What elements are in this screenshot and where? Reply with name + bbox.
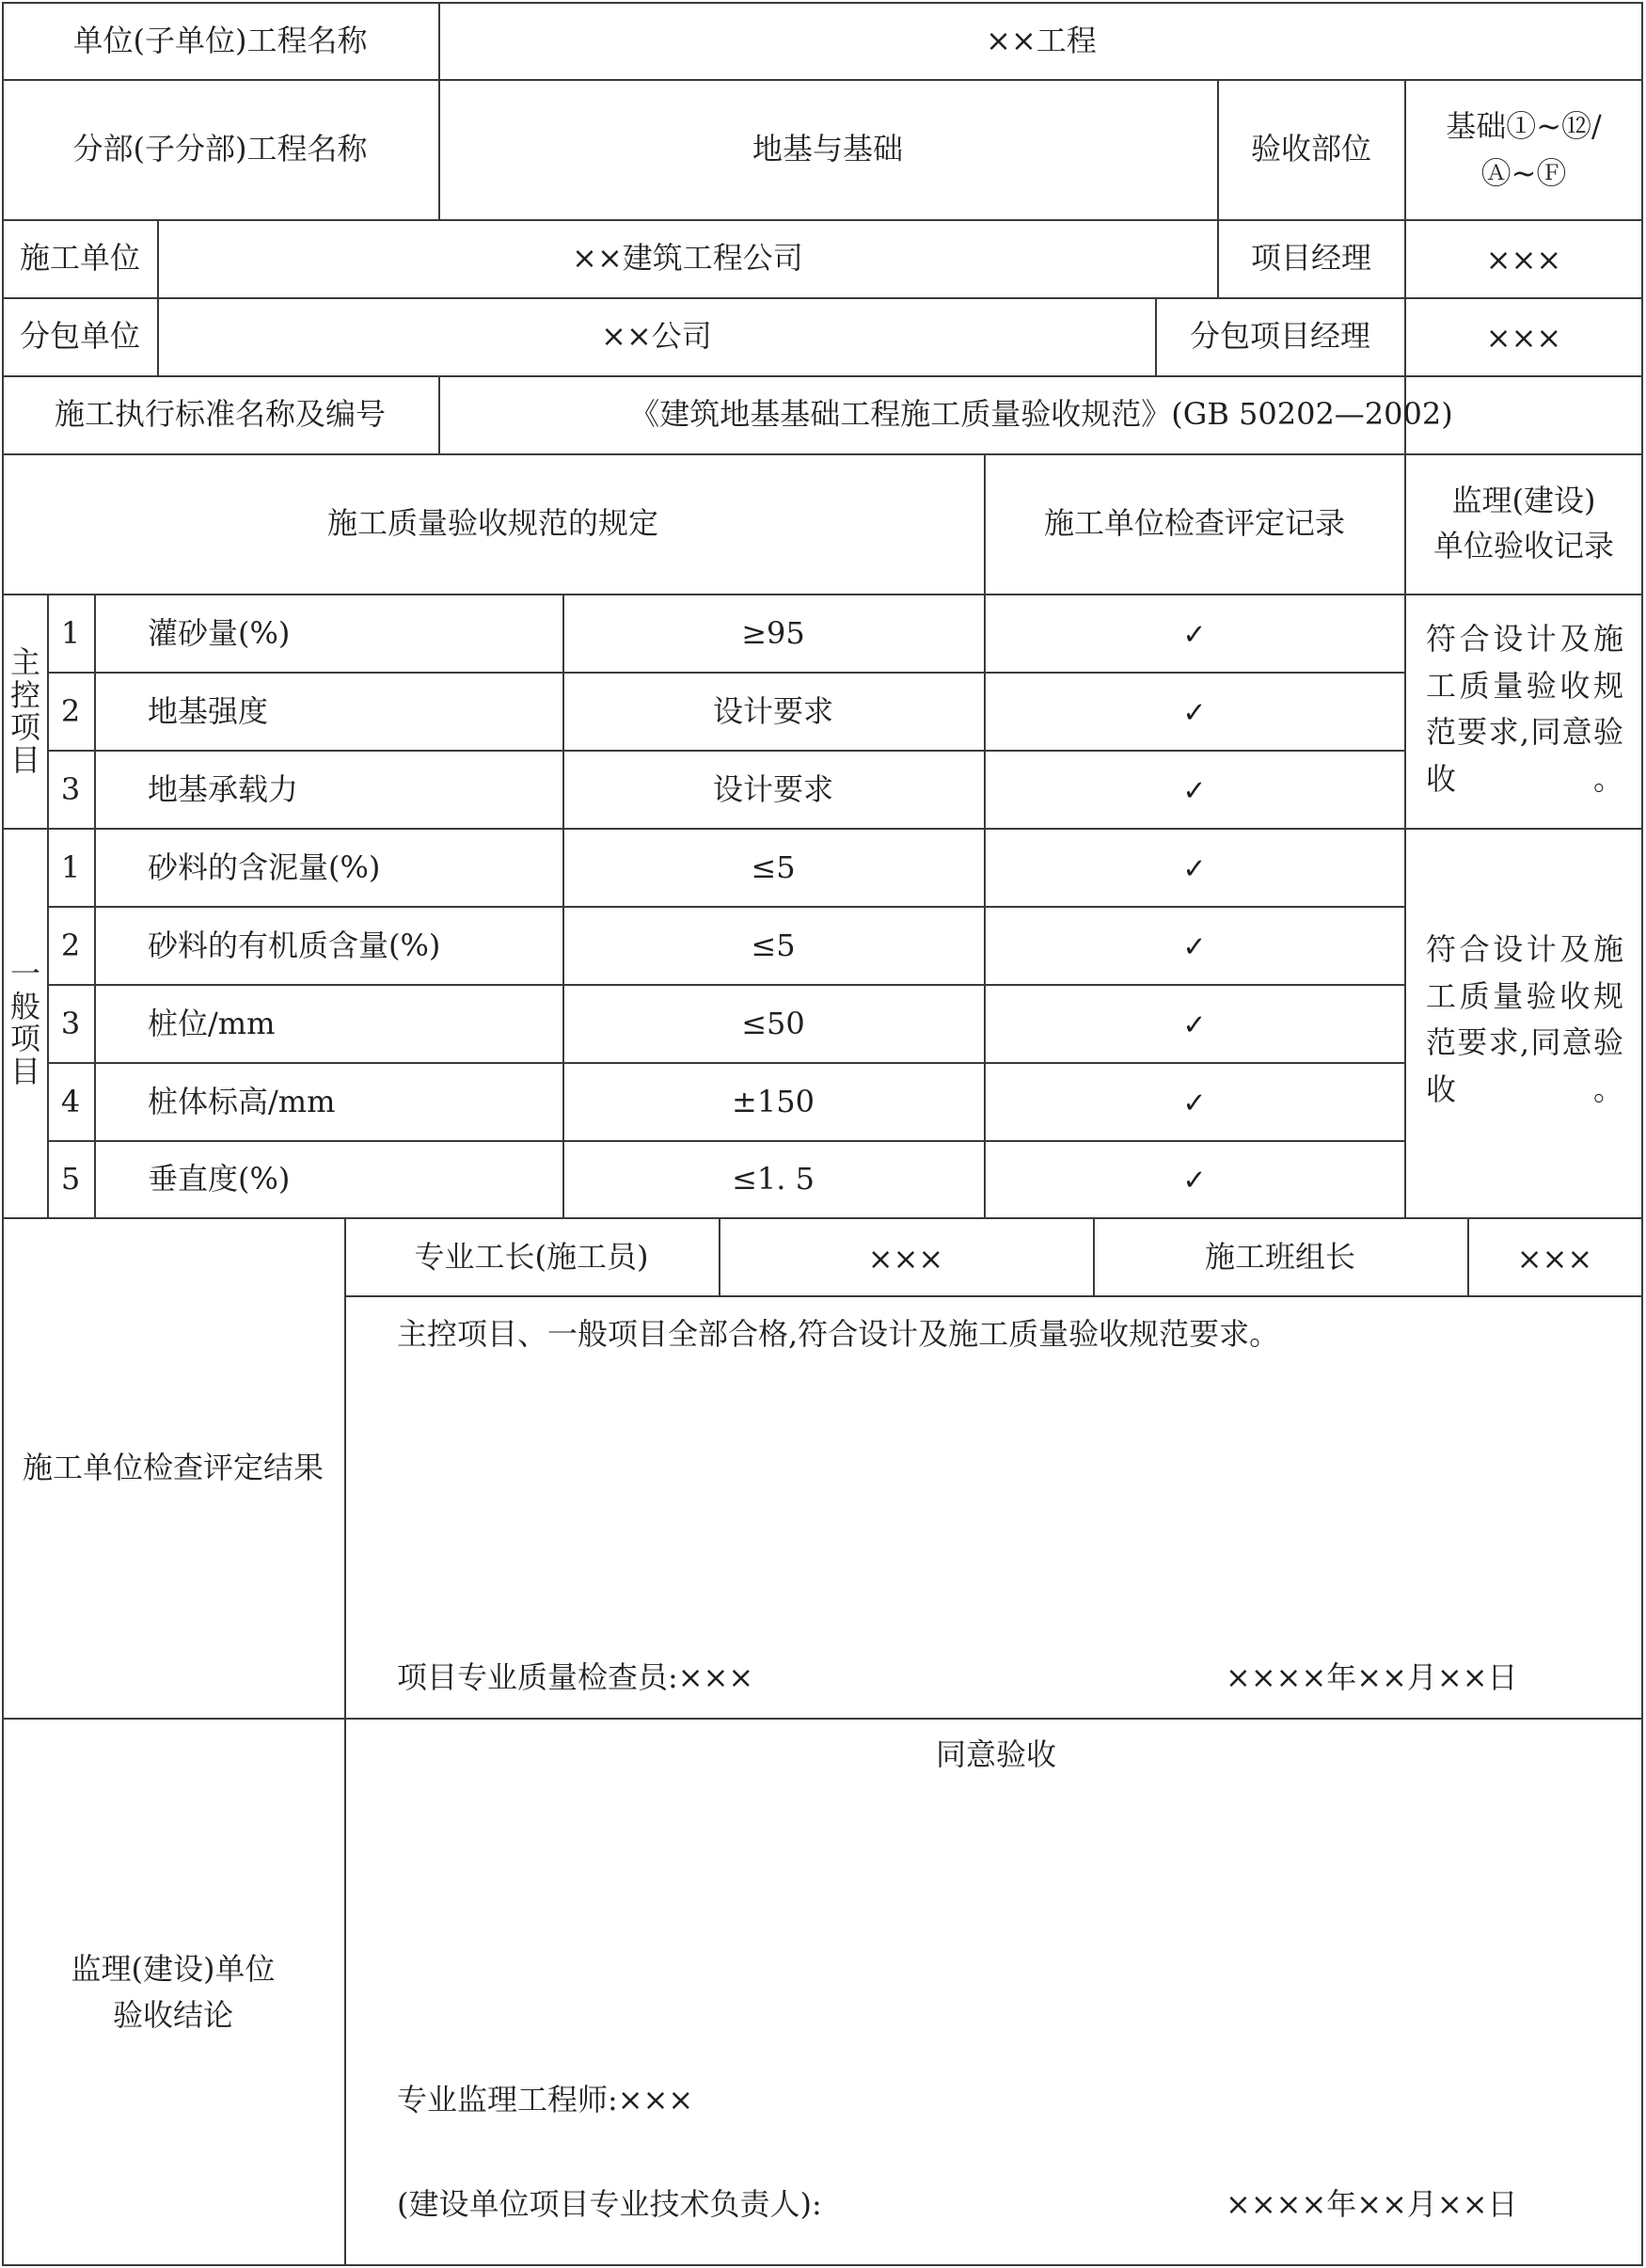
divider	[47, 984, 1405, 986]
owner-representative-signature: (建设单位项目专业技术负责人):	[397, 2186, 822, 2222]
divider	[1217, 79, 1219, 297]
divider	[984, 453, 986, 1217]
acceptance-part-value-line2: Ⓐ~Ⓕ	[1480, 155, 1567, 191]
main-items-supervisor-note: 符合设计及施工质量验收规范要求,同意验收。	[1426, 621, 1623, 797]
unit-project-label: 单位(子单位)工程名称	[72, 23, 368, 58]
divider	[2, 1718, 1643, 1720]
main-item-no: 2	[60, 693, 81, 729]
general-item-no: 2	[60, 928, 81, 963]
divider	[719, 1217, 720, 1295]
general-item-check-mark: ✓	[1182, 1086, 1207, 1120]
general-item-name: 垂直度(%)	[148, 1161, 291, 1197]
main-item-requirement: ≥95	[741, 615, 805, 651]
general-item-no: 5	[60, 1161, 81, 1197]
form-border	[2, 2, 1643, 2266]
supervising-engineer-signature: 专业监理工程师:×××	[397, 2082, 694, 2117]
sub-project-manager-label: 分包项目经理	[1189, 318, 1371, 354]
main-item-requirement: 设计要求	[712, 771, 834, 807]
supervisor-record-header-line1: 监理(建设)	[1451, 483, 1596, 518]
general-item-check-mark: ✓	[1182, 930, 1207, 964]
contractor-record-column-header: 施工单位检查评定记录	[1043, 505, 1346, 541]
divider	[47, 594, 49, 1217]
general-items-supervisor-note: 符合设计及施工质量验收规范要求,同意验收。	[1426, 931, 1623, 1107]
sub-project-manager-value: ×××	[1485, 320, 1562, 356]
divider	[47, 750, 1405, 752]
supervisor-conclusion-text: 同意验收	[935, 1737, 1057, 1772]
general-item-check-mark: ✓	[1182, 1008, 1207, 1042]
subcontractor-label: 分包单位	[19, 318, 141, 354]
main-item-check-mark: ✓	[1182, 696, 1207, 730]
general-items-group-label: 一般项目	[9, 955, 40, 1089]
foreman-label: 专业工长(施工员)	[414, 1239, 649, 1275]
main-item-name: 灌砂量(%)	[148, 615, 291, 651]
contractor-result-label: 施工单位检查评定结果	[22, 1450, 324, 1485]
divider	[1467, 1217, 1469, 1295]
divider	[47, 672, 1405, 674]
standard-value: 《建筑地基基础工程施工质量验收规范》(GB 50202—2002)	[629, 396, 1453, 432]
contractor-value: ××建筑工程公司	[572, 240, 803, 276]
main-item-check-mark: ✓	[1182, 618, 1207, 652]
general-item-check-mark: ✓	[1182, 1164, 1207, 1197]
divider	[47, 1140, 1405, 1142]
general-item-requirement: ≤5	[751, 849, 796, 885]
main-item-name: 地基强度	[148, 693, 269, 729]
general-item-name: 桩位/mm	[148, 1006, 276, 1041]
main-item-requirement: 设计要求	[712, 693, 834, 729]
divider	[47, 906, 1405, 908]
divider	[2, 594, 1643, 595]
main-item-name: 地基承载力	[148, 771, 299, 807]
divider	[1093, 1217, 1095, 1295]
supervisor-result-label-line2: 验收结论	[112, 1997, 234, 2033]
main-item-check-mark: ✓	[1182, 774, 1207, 808]
unit-project-value: ××工程	[986, 23, 1097, 58]
divider	[344, 1295, 1643, 1297]
project-manager-label: 项目经理	[1250, 240, 1372, 276]
general-item-name: 砂料的含泥量(%)	[148, 849, 381, 885]
team-leader-label: 施工班组长	[1204, 1239, 1356, 1275]
standard-label: 施工执行标准名称及编号	[54, 396, 387, 432]
divider	[438, 2, 440, 219]
quality-inspector-signature: 项目专业质量检查员:×××	[397, 1659, 754, 1695]
supervisor-result-label-line1: 监理(建设)单位	[71, 1951, 276, 1987]
divider	[157, 219, 159, 375]
divider	[2, 297, 1643, 299]
general-item-requirement: ≤50	[741, 1006, 805, 1041]
general-item-requirement: ±150	[732, 1084, 815, 1119]
general-item-no: 4	[60, 1084, 81, 1119]
divider	[2, 828, 1643, 830]
divider	[1155, 297, 1157, 375]
acceptance-part-label: 验收部位	[1250, 131, 1372, 167]
team-leader-value: ×××	[1516, 1241, 1593, 1277]
spec-column-header: 施工质量验收规范的规定	[326, 505, 659, 541]
general-item-name: 桩体标高/mm	[148, 1084, 336, 1119]
main-item-no: 1	[60, 615, 81, 651]
contractor-label: 施工单位	[19, 240, 141, 276]
divider	[344, 1217, 346, 2266]
divider	[1404, 79, 1406, 1217]
divider	[2, 453, 1643, 455]
divider	[438, 375, 440, 453]
subcontractor-value: ××公司	[601, 318, 712, 354]
divider	[562, 594, 564, 1217]
contractor-result-date: ××××年××月××日	[1226, 1659, 1518, 1695]
supervisor-result-date: ××××年××月××日	[1226, 2186, 1518, 2222]
general-item-no: 1	[60, 849, 81, 885]
supervisor-record-header-line2: 单位验收记录	[1432, 528, 1615, 563]
contractor-conclusion-text: 主控项目、一般项目全部合格,符合设计及施工质量验收规范要求。	[397, 1316, 1280, 1352]
sub-project-label: 分部(子分部)工程名称	[72, 131, 368, 167]
divider	[47, 1062, 1405, 1064]
general-item-check-mark: ✓	[1182, 852, 1207, 886]
project-manager-value: ×××	[1485, 242, 1562, 278]
general-item-name: 砂料的有机质含量(%)	[148, 928, 441, 963]
divider	[94, 594, 96, 1217]
main-item-no: 3	[60, 771, 81, 807]
foreman-value: ×××	[867, 1241, 944, 1277]
divider	[2, 219, 1643, 221]
sub-project-value: 地基与基础	[752, 131, 904, 167]
general-item-no: 3	[60, 1006, 81, 1041]
main-items-group-label: 主控项目	[9, 643, 40, 778]
divider	[2, 375, 1643, 377]
divider	[2, 79, 1643, 81]
general-item-requirement: ≤5	[751, 928, 796, 963]
divider	[2, 1217, 1643, 1219]
acceptance-part-value-line1: 基础①~⑫/	[1446, 108, 1602, 144]
general-item-requirement: ≤1. 5	[732, 1161, 815, 1197]
